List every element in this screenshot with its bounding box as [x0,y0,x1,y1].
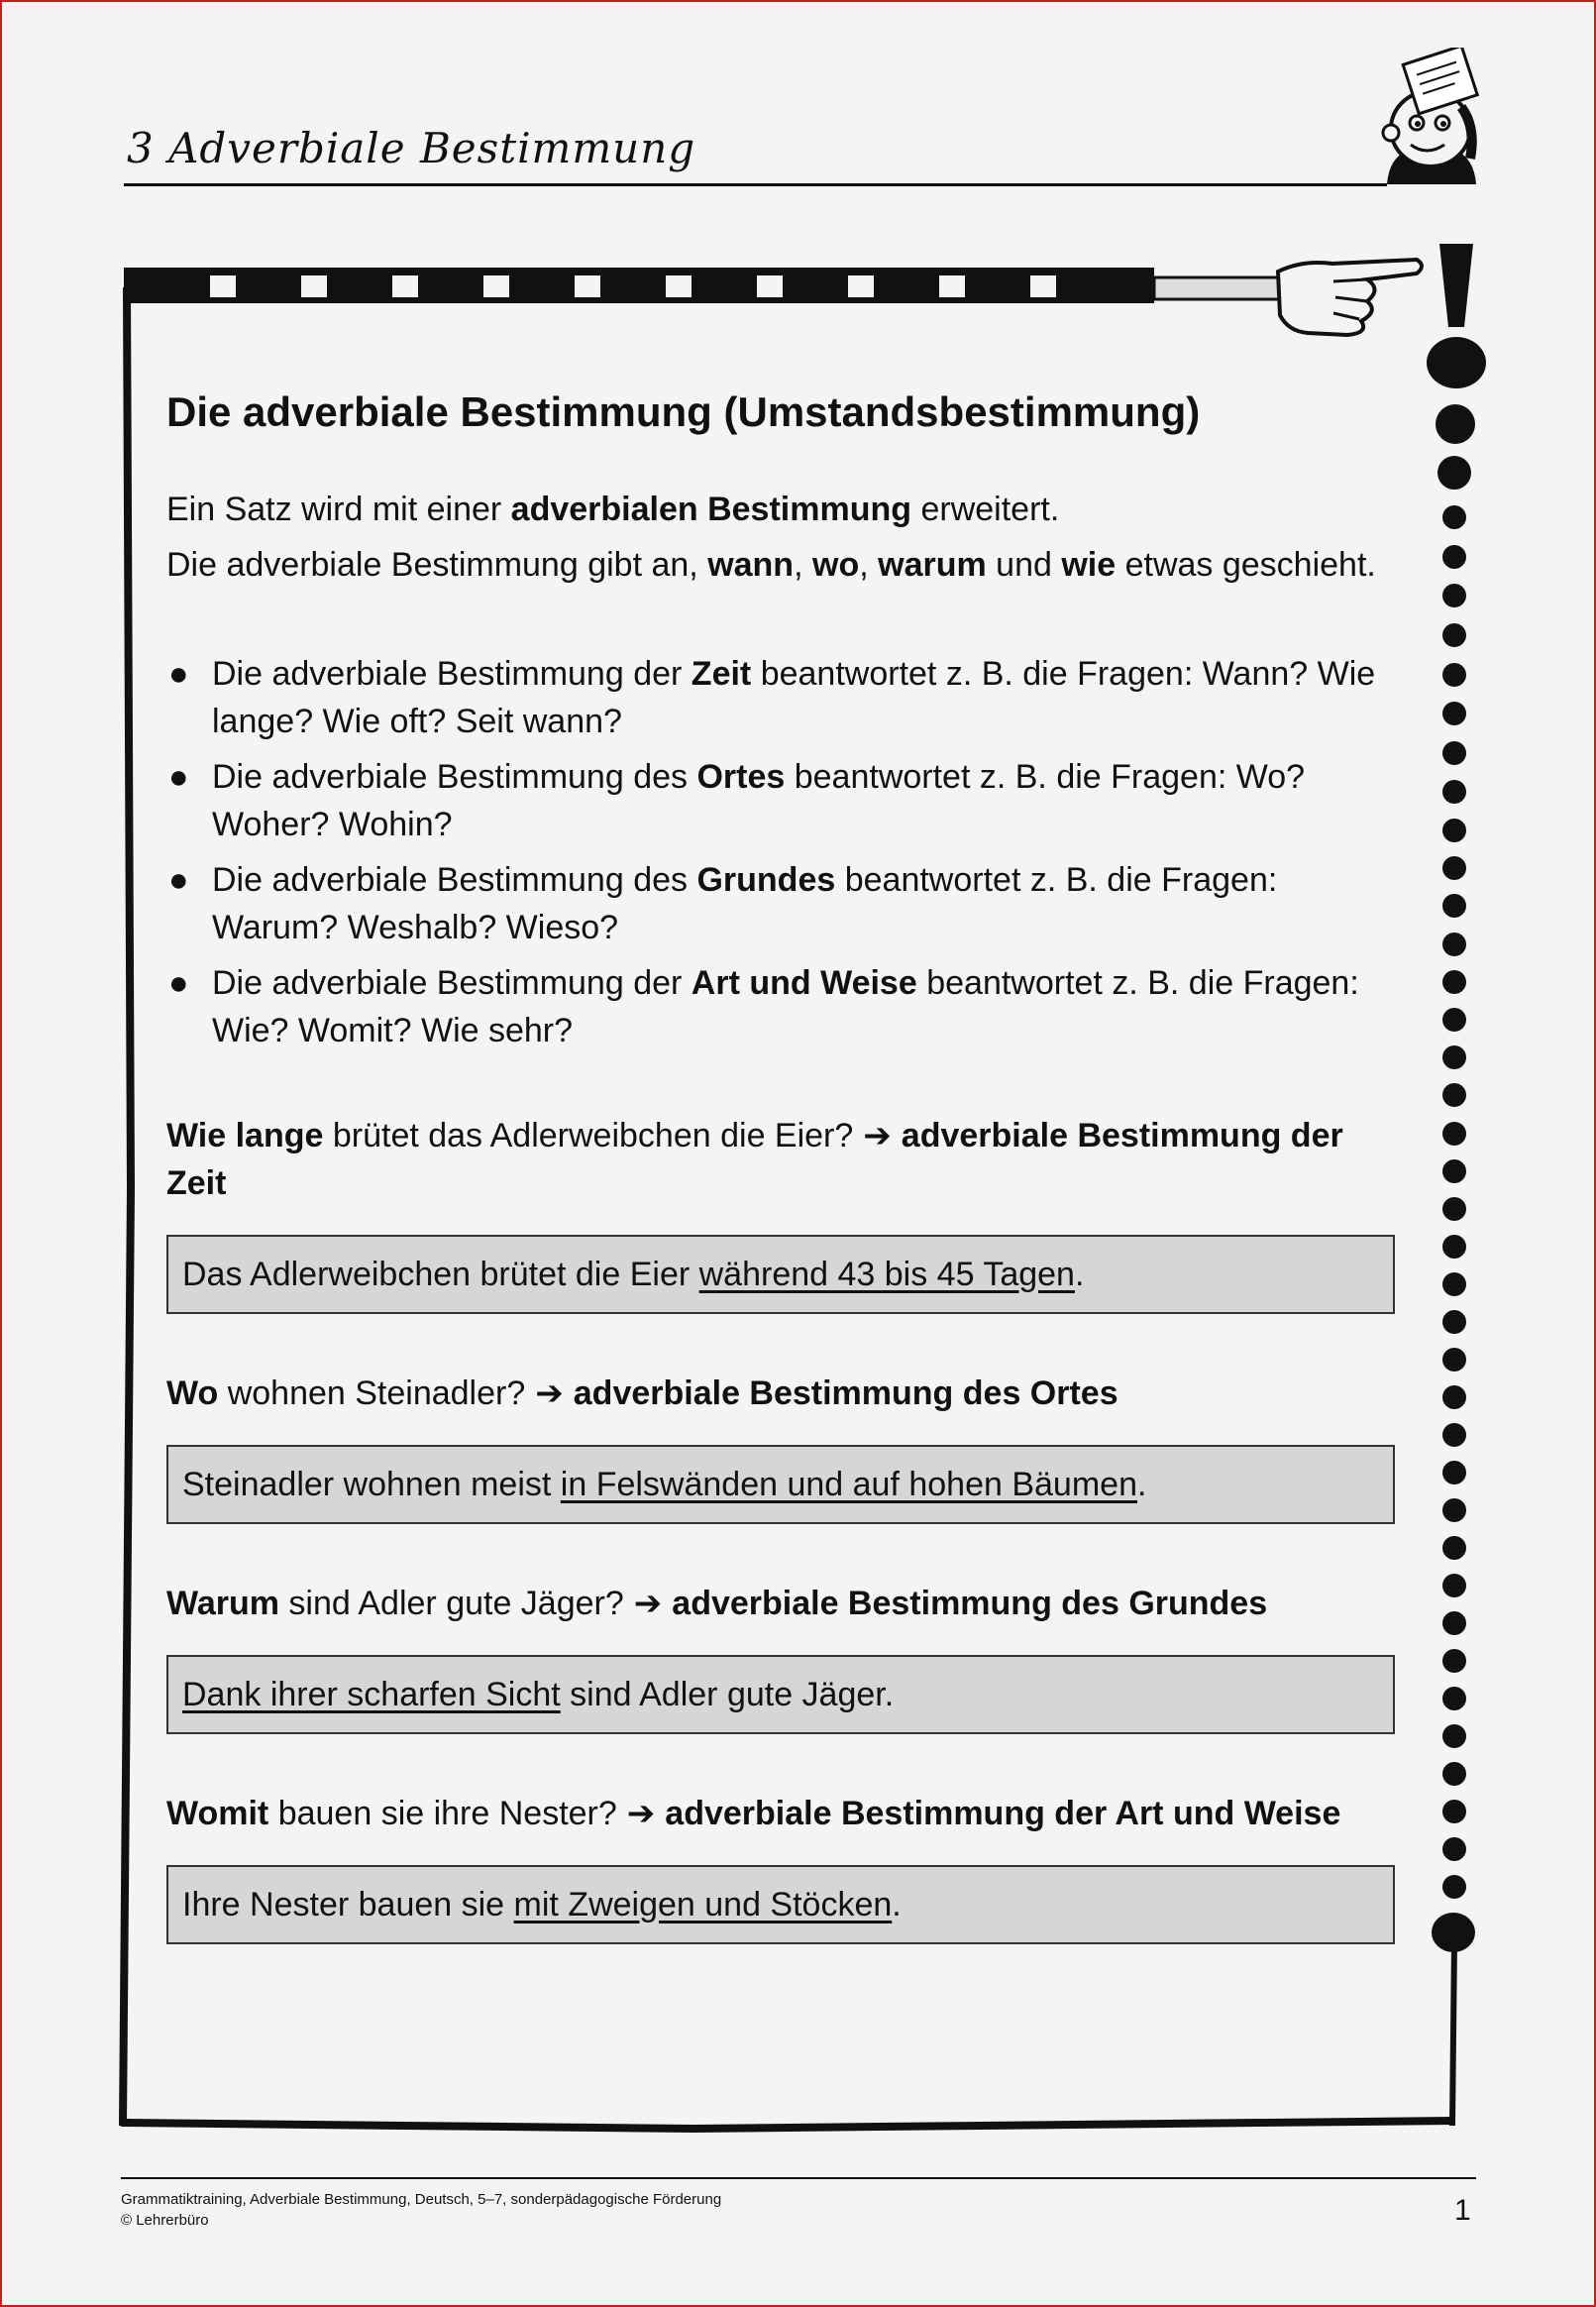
question-word: Womit [166,1795,269,1832]
sentence-text: . [892,1886,902,1923]
intro-text: , [859,546,879,584]
rule-text: beantwortet z. B. die Fragen: Wo? Woher? Wohin? [212,758,1306,843]
intro-text: Ein Satz wird mit einer [166,491,511,528]
rule-text: Die adverbiale Bestimmung der [212,964,692,1002]
intro-text: etwas geschieht. [1116,546,1376,584]
bullet-icon: ● [168,964,189,1002]
sentence-text: Das Adlerweibchen brütet die Eier [182,1256,699,1293]
bullet-icon: ● [168,655,189,693]
page-number: 1 [1454,2194,1471,2227]
intro-text: erweitert. [911,491,1060,528]
keyword-wo: wo [812,546,860,584]
list-item [166,753,1405,848]
underlined-adverbial: mit Zweigen und Stöcken [513,1886,893,1923]
keyword-wie: wie [1061,546,1117,584]
rule-text: Die adverbiale Bestimmung des [212,861,697,899]
footer-line-1: Grammatiktraining, Adverbiale Bestimmung, Deutsch, 5–7, sonderpädagogische Förderung [121,2191,722,2208]
example-question [166,1790,1405,1837]
sentence-text: Ihre Nester bauen sie [182,1886,514,1923]
rule-text: beantwortet z. B. die Fragen: Wann? Wie lange? Wie oft? Seit wann? [212,655,1376,740]
rule-keyword: Art und Weise [691,964,917,1002]
rule-text: beantwortet z. B. die Fragen: Wie? Womit? Wie sehr? [212,964,1359,1049]
example-question [166,1580,1405,1627]
intro-text: und [986,546,1062,584]
question-text: bauen sie ihre Nester? [268,1795,617,1832]
box-heading: Die adverbiale Bestimmung (Umstandsbestimmung) [166,388,1201,435]
example-question [166,1370,1405,1417]
rule-text: Die adverbiale Bestimmung des [212,758,697,796]
arrow-right-icon: ➔ [535,1373,564,1413]
rule-keyword: Zeit [691,655,752,693]
footer-line-2: © Lehrerbüro [121,2212,209,2229]
intro-line-2 [166,541,1405,589]
list-item [166,959,1405,1054]
sentence-text: . [1074,1256,1085,1293]
intro-line-1 [166,486,1405,533]
intro-text: , [794,546,812,584]
intro-text: Die adverbiale Bestimmung gibt an, [166,546,708,584]
underlined-adverbial: Dank ihrer scharfen Sicht [182,1676,561,1713]
arrow-right-icon: ➔ [863,1116,892,1155]
intro [166,486,1405,589]
rule-keyword: Grundes [696,861,836,899]
underlined-adverbial: in Felswänden und auf hohen Bäumen [560,1466,1137,1503]
question-word: Warum [166,1585,279,1622]
example-sentence-box [166,1655,1395,1734]
arrow-right-icon: ➔ [626,1794,656,1833]
example-sentence-box [166,1865,1395,1944]
question-word: Wie lange [166,1117,324,1154]
intro-keyword: adverbialen Bestimmung [510,491,912,528]
footer-divider [121,2177,1476,2179]
list-item [166,650,1405,745]
sentence-text: sind Adler gute Jäger. [560,1676,895,1713]
answer-label: adverbiale Bestimmung der Art und Weise [665,1795,1341,1832]
question-text: wohnen Steinadler? [218,1374,526,1412]
rule-box-content [166,386,1405,2000]
keyword-warum: warum [878,546,987,584]
arrow-right-icon: ➔ [633,1584,663,1623]
list-item [166,856,1405,951]
bullet-icon: ● [168,758,189,796]
keyword-wann: wann [707,546,795,584]
question-word: Wo [166,1374,219,1412]
sentence-text: . [1136,1466,1147,1503]
rule-keyword: Ortes [696,758,786,796]
underlined-adverbial: während 43 bis 45 Tagen [698,1256,1075,1293]
rule-text: Die adverbiale Bestimmung der [212,655,692,693]
rule-text: beantwortet z. B. die Fragen: Warum? Weshalb? Wieso? [212,861,1278,946]
question-text: brütet das Adlerweibchen die Eier? [323,1117,854,1154]
footer-credits [121,2189,721,2231]
answer-label: adverbiale Bestimmung des Grundes [672,1585,1268,1622]
chapter-title: 3 Adverbiale Bestimmung [127,124,696,172]
example-sentence-box [166,1235,1395,1314]
answer-label: adverbiale Bestimmung des Ortes [573,1374,1118,1412]
rules-list [166,650,1405,1054]
answer-label: adverbiale Bestimmung der Zeit [166,1117,1343,1202]
bullet-icon: ● [168,861,189,899]
sentence-text: Steinadler wohnen meist [182,1466,561,1503]
example-question [166,1112,1405,1207]
example-sentence-box [166,1445,1395,1524]
question-text: sind Adler gute Jäger? [278,1585,624,1622]
